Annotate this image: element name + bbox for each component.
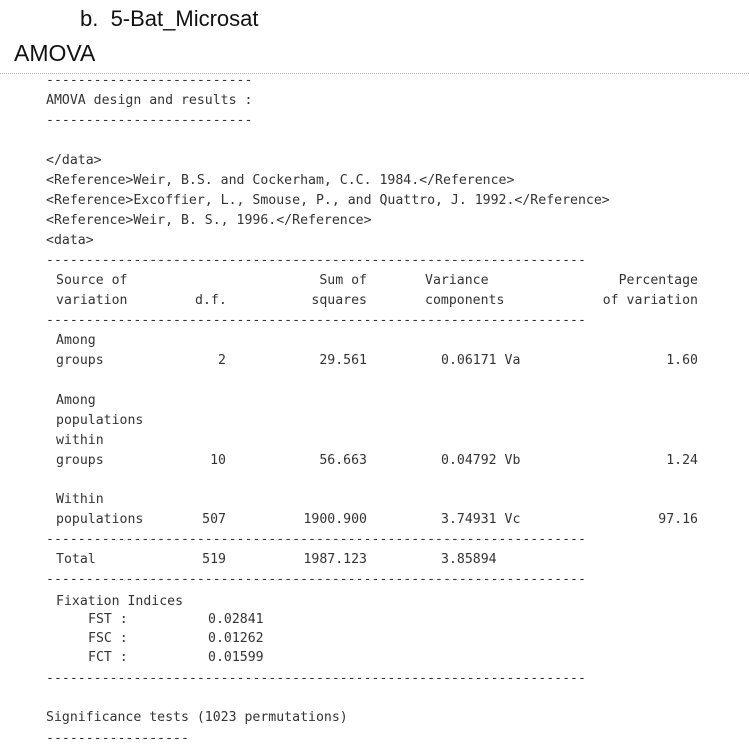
dash-line: -------------------------------------------------------------------- [46, 313, 586, 328]
row-pct: 1.24 [666, 453, 698, 468]
dash-line: -------------------------------------------------------------------- [46, 671, 586, 686]
fixation-value: 0.01262 [208, 631, 264, 646]
row-source: groups [56, 353, 104, 368]
row-source: Among [56, 333, 96, 348]
header-var-1: Variance [425, 273, 489, 288]
row-source: Among [56, 393, 96, 408]
row-var: 0.04792 Vb [441, 453, 521, 468]
row-ss: 1900.900 [303, 512, 367, 527]
total-var: 3.85894 [441, 552, 497, 567]
dash-line: -------------------------- [46, 113, 253, 128]
dash-line: -------------------------------------------------------------------- [46, 532, 586, 547]
header-pct-1: Percentage [618, 273, 698, 288]
row-ss: 56.663 [319, 453, 367, 468]
reference-line: <Reference>Weir, B. S., 1996.</Reference> [46, 213, 372, 228]
total-label: Total [56, 552, 96, 567]
dash-line: -------------------------------------------------------------------- [46, 253, 586, 268]
header-var-2: components [425, 293, 505, 308]
dash-line: -------------------------- [46, 73, 253, 88]
dash-line: ------------------ [46, 731, 189, 746]
design-title: AMOVA design and results : [46, 93, 253, 108]
header-ss-2: squares [311, 293, 367, 308]
fixation-title: Fixation Indices [56, 594, 184, 609]
significance-title: Significance tests (1023 permutations) [46, 710, 348, 725]
header-ss-1: Sum of [319, 273, 367, 288]
row-df: 507 [202, 512, 226, 527]
fixation-value: 0.02841 [208, 612, 264, 627]
reference-line: <Reference>Excoffier, L., Smouse, P., and Quattro, J. 1992.</Reference> [46, 193, 610, 208]
header-df: d.f. [195, 293, 227, 308]
fixation-label: FSC : [88, 631, 128, 646]
row-ss: 29.561 [319, 353, 367, 368]
row-df: 2 [218, 353, 226, 368]
fixation-label: FST : [88, 612, 128, 627]
row-source: groups [56, 453, 104, 468]
header-pct-2: of variation [602, 293, 698, 308]
total-df: 519 [202, 552, 226, 567]
row-source: populations [56, 512, 144, 527]
row-var: 3.74931 Vc [441, 512, 521, 527]
data-open-tag: <data> [46, 233, 94, 248]
section-heading-b: b. 5-Bat_Microsat [80, 6, 259, 31]
row-var: 0.06171 Va [441, 353, 521, 368]
row-source: within [56, 433, 104, 448]
reference-line: <Reference>Weir, B.S. and Cockerham, C.C. 1984.</Reference> [46, 173, 515, 188]
fixation-label: FCT : [88, 650, 128, 665]
row-source: populations [56, 413, 144, 428]
fixation-value: 0.01599 [208, 650, 264, 665]
row-source: Within [56, 492, 104, 507]
dash-line: -------------------------------------------------------------------- [46, 572, 586, 587]
header-source-2: variation [56, 293, 128, 308]
row-pct: 1.60 [666, 353, 698, 368]
data-close-tag: </data> [46, 153, 102, 168]
row-df: 10 [210, 453, 226, 468]
header-source-1: Source of [56, 273, 128, 288]
row-pct: 97.16 [658, 512, 698, 527]
total-ss: 1987.123 [303, 552, 367, 567]
section-heading-amova: AMOVA [14, 40, 96, 66]
